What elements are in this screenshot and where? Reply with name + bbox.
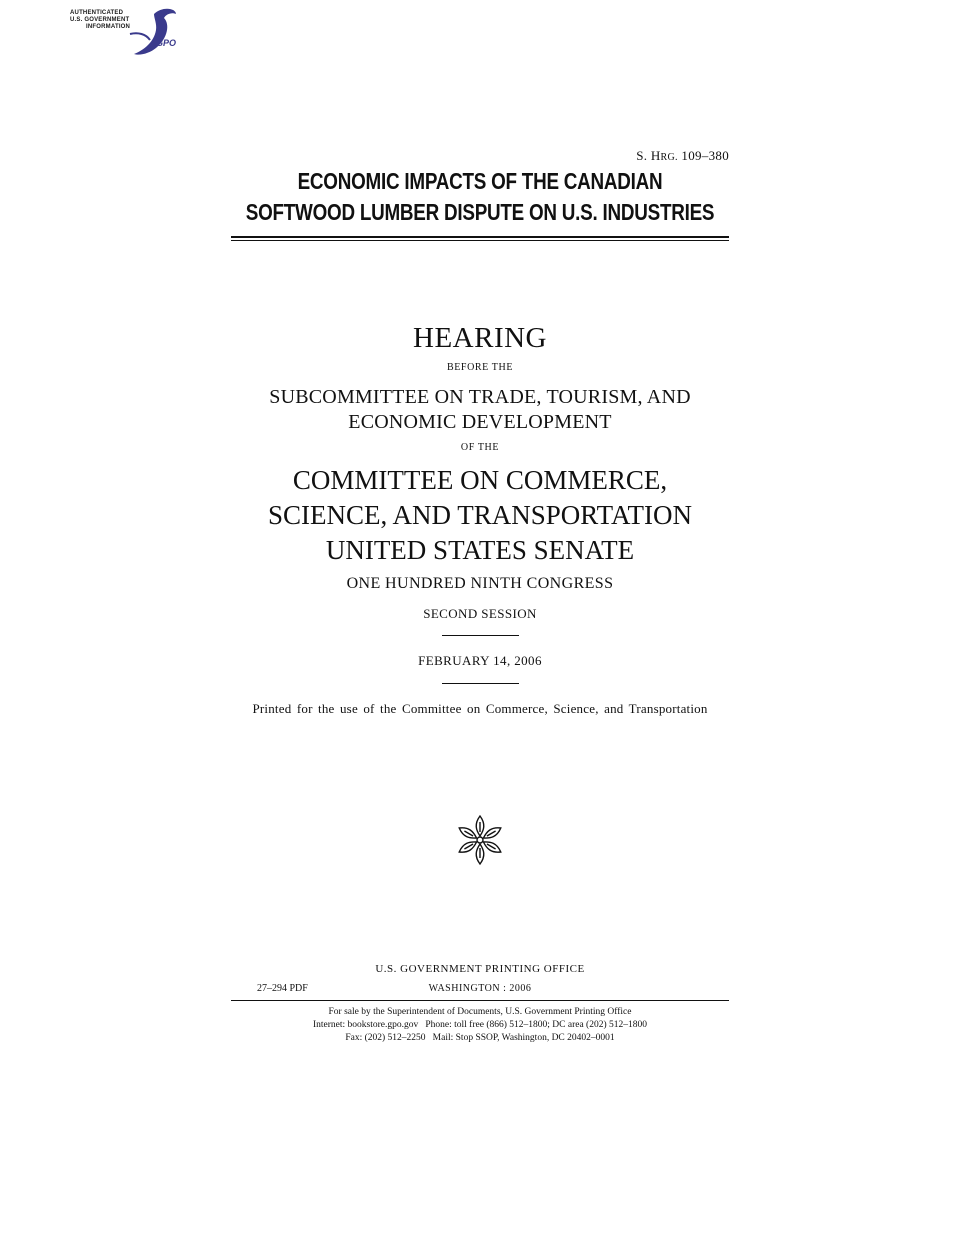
logo-line-3: INFORMATION — [86, 24, 131, 30]
hearing-heading: HEARING — [413, 322, 547, 354]
committee-line-2: SCIENCE, AND TRANSPORTATION — [267, 500, 692, 530]
hearing-number-prefix: S. H — [636, 148, 661, 163]
title-double-rule — [231, 236, 729, 241]
hearing-number-value: 109–380 — [681, 148, 729, 163]
publisher-office: U.S. GOVERNMENT PRINTING OFFICE — [375, 963, 585, 975]
hearing-number-smallcaps: RG. — [660, 152, 678, 163]
of-the-label: OF THE — [460, 442, 500, 453]
hearing-number — [636, 148, 729, 164]
eagle-icon — [110, 4, 182, 58]
logo-line-1: AUTHENTICATED — [70, 10, 124, 16]
snowflake-ornament-icon — [452, 812, 508, 868]
congress-label: ONE HUNDRED NINTH CONGRESS — [346, 575, 614, 592]
sale-info-line-1: For sale by the Superintendent of Documents, U.S. Government Printing Office — [328, 1007, 632, 1017]
pdf-number: 27–294 PDF — [257, 983, 308, 994]
printed-for-notice: Printed for the use of the Committee on Commerce, Science, and Transportation — [252, 701, 708, 716]
gpo-authenticated-logo — [70, 4, 182, 58]
date-rule — [442, 683, 519, 684]
committee-line-3: UNITED STATES SENATE — [325, 535, 635, 565]
before-the-label: BEFORE THE — [446, 362, 514, 373]
session-label: SECOND SESSION — [423, 606, 537, 621]
hearing-date: FEBRUARY 14, 2006 — [418, 653, 542, 668]
document-title-line-2: SOFTWOOD LUMBER DISPUTE ON U.S. INDUSTRIES — [245, 199, 715, 225]
sale-info-line-3: Fax: (202) 512–2250 Mail: Stop SSOP, Washington, DC 20402–0001 — [345, 1033, 615, 1043]
publisher-location: WASHINGTON : 2006 — [428, 983, 532, 994]
session-rule — [442, 635, 519, 636]
logo-line-2: U.S. GOVERNMENT — [70, 17, 130, 23]
gpo-mark: GPO — [156, 38, 177, 48]
subcommittee-line-2: ECONOMIC DEVELOPMENT — [348, 411, 612, 433]
sale-info-line-2: Internet: bookstore.gpo.gov Phone: toll free (866) 512–1800; DC area (202) 512–1800 — [312, 1020, 648, 1030]
footer-rule — [231, 1000, 729, 1001]
subcommittee-line-1: SUBCOMMITTEE ON TRADE, TOURISM, AND — [269, 386, 691, 408]
document-title-line-1: ECONOMIC IMPACTS OF THE CANADIAN — [297, 168, 663, 194]
committee-line-1: COMMITTEE ON COMMERCE, — [292, 465, 668, 495]
